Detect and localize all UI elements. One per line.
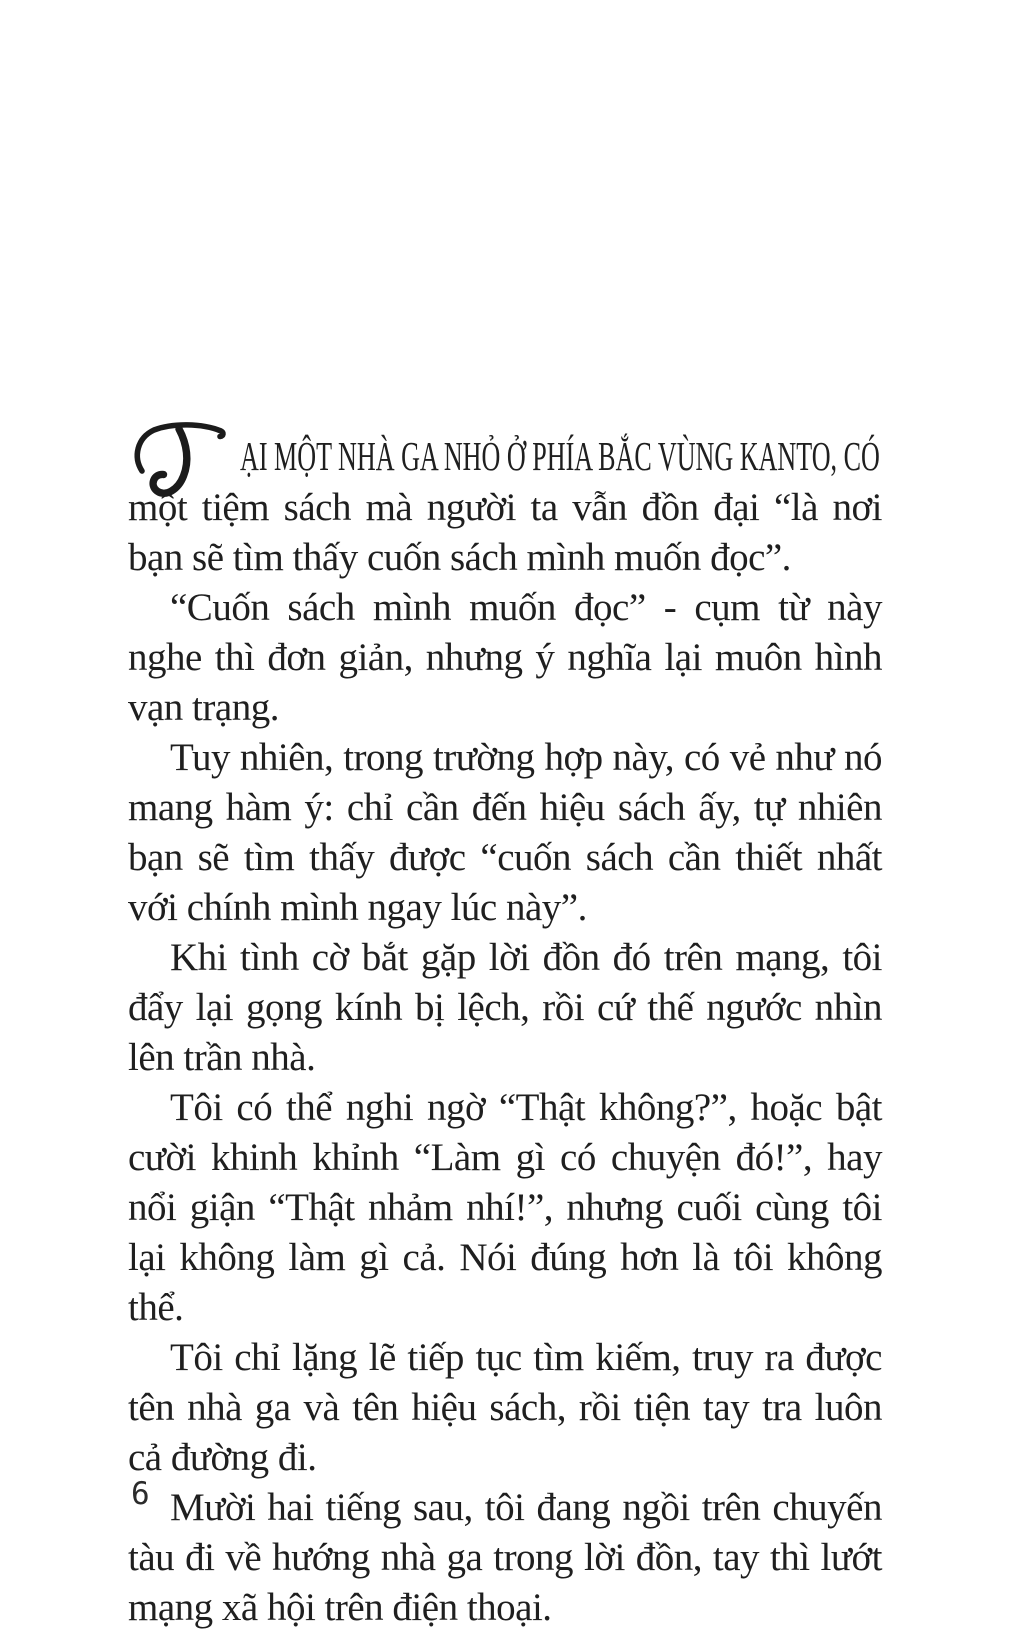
paragraph bbox=[128, 733, 882, 933]
page-number: 6 bbox=[131, 1476, 150, 1512]
paragraph-text: một tiệm sách mà người ta vẫn đồn đại “là nơi bạn sẽ tìm thấy cuốn sách mình muốn đọc”. bbox=[128, 486, 882, 579]
paragraph bbox=[128, 583, 882, 733]
paragraph-text: Mười hai tiếng sau, tôi đang ngồi trên chuyến tàu đi về hướng nhà ga trong lời đồn, tay thì lướt mạng xã hội trên điện thoại. bbox=[128, 1486, 882, 1629]
paragraph bbox=[128, 933, 882, 1083]
paragraph-text: Tôi có thể nghi ngờ “Thật không?”, hoặc bật cười khinh khỉnh “Làm gì có chuyện đó!”, hay nổi giận “Thật nhảm nhí!”, nhưng cuối cùng tôi lại không làm gì cả. Nói đúng hơn là tôi không thể. bbox=[128, 1086, 882, 1329]
paragraph-text: “Cuốn sách mình muốn đọc” - cụm từ này nghe thì đơn giản, nhưng ý nghĩa lại muôn hình vạn trạng. bbox=[128, 586, 882, 729]
paragraph-text: Tôi chỉ lặng lẽ tiếp tục tìm kiếm, truy ra được tên nhà ga và tên hiệu sách, rồi tiện tay tra luôn cả đường đi. bbox=[128, 1336, 882, 1479]
paragraph bbox=[128, 1083, 882, 1333]
body-text bbox=[128, 431, 882, 1633]
opening-phrase: ẠI MỘT NHÀ GA NHỎ Ở PHÍA BẮC VÙNG KANTO, CÓ bbox=[240, 433, 880, 479]
paragraph bbox=[128, 431, 882, 583]
paragraph-text: Tuy nhiên, trong trường hợp này, có vẻ như nó mang hàm ý: chỉ cần đến hiệu sách ấy, tự nhiên bạn sẽ tìm thấy được “cuốn sách cần thiết nhất với chính mình ngay lúc này”. bbox=[128, 736, 882, 929]
paragraph bbox=[128, 1483, 882, 1633]
paragraph bbox=[128, 1333, 882, 1483]
paragraph-text: Khi tình cờ bắt gặp lời đồn đó trên mạng, tôi đẩy lại gọng kính bị lệch, rồi cứ thế ngước nhìn lên trần nhà. bbox=[128, 936, 882, 1079]
